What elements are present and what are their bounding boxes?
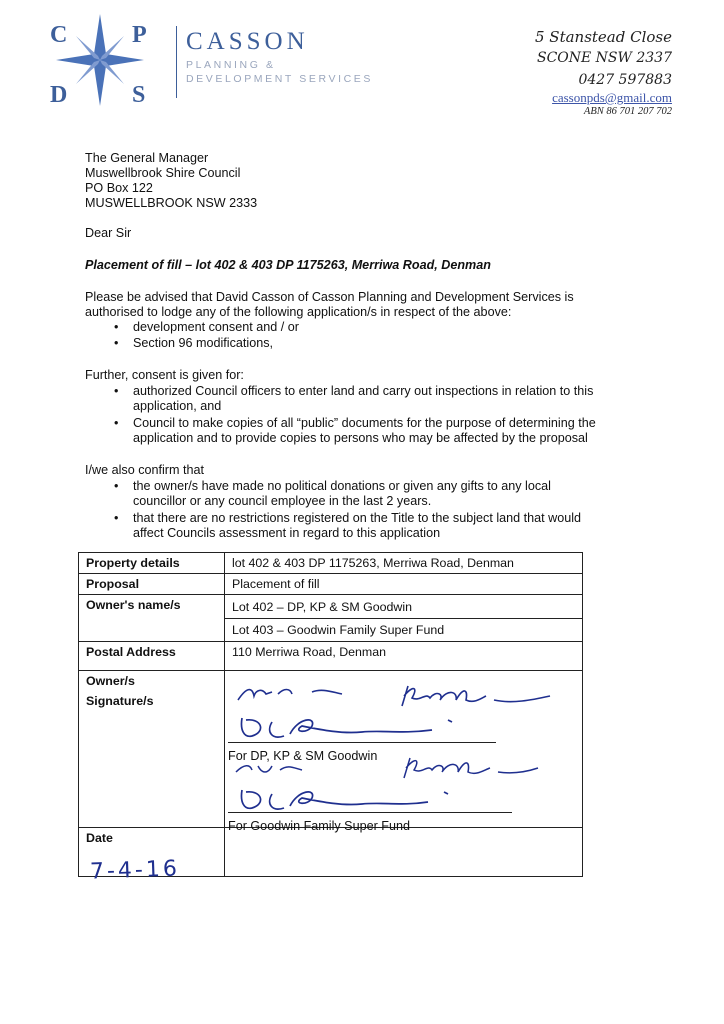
signature-for-1: For DP, KP & SM Goodwin [228, 749, 378, 763]
salutation: Dear Sir [85, 226, 132, 240]
para1-bullet-2: • Section 96 modifications, [133, 336, 273, 352]
logo-letter-p: P [132, 22, 147, 48]
signature-image-2 [232, 712, 482, 744]
logo-letter-c: C [50, 22, 68, 48]
table-row [79, 642, 583, 671]
logo-letter-d: D [50, 82, 68, 108]
para1-line-1: Please be advised that David Casson of Casson Planning and Development Services is [85, 290, 574, 304]
postal-label: Postal Address [79, 642, 225, 671]
table-row [79, 553, 583, 574]
owner-value-cell [225, 595, 583, 642]
para3-bullet-2-line-2: affect Councils assessment in regard to this application [133, 526, 441, 540]
postal-value: 110 Merriwa Road, Denman [225, 642, 583, 671]
owner-label: Owner's name/s [79, 595, 225, 642]
email-link[interactable]: cassonpds@gmail.com [552, 90, 672, 105]
para3-bullet-2-line-1: • that there are no restrictions registered on the Title to the subject land that would [133, 511, 581, 527]
recipient-line-1: The General Manager [85, 151, 209, 165]
para1-bullet-1: • development consent and / or [133, 320, 299, 336]
table-row [79, 574, 583, 595]
para1-line-2: authorised to lodge any of the following application/s in respect of the above: [85, 305, 512, 319]
property-label: Property details [79, 553, 225, 574]
table-row [79, 595, 583, 642]
date-label: Date [79, 828, 225, 877]
para2-bullet-2-line-2: application and to provide copies to persons who may be affected by the proposal [133, 431, 588, 445]
address-town: SCONE NSW 2337 [536, 50, 672, 66]
signature-line-1 [228, 742, 496, 743]
tagline-line-1: PLANNING & [186, 59, 276, 71]
signature-label-1: Owner/s [86, 674, 135, 688]
para2-bullet-2-line-1: • Council to make copies of all “public” documents for the purpose of determining the [133, 416, 596, 432]
para2-bullet-1-line-2: application, and [133, 399, 222, 413]
recipient-line-3: PO Box 122 [85, 181, 153, 195]
company-tagline [186, 58, 373, 86]
phone-number: 0427 597883 [578, 72, 672, 88]
signature-image-4 [232, 786, 482, 814]
property-value: lot 402 & 403 DP 1175263, Merriwa Road, Denman [225, 553, 583, 574]
signature-label-cell [79, 671, 225, 828]
company-name: CASSON [186, 28, 309, 55]
proposal-label: Proposal [79, 574, 225, 595]
recipient-line-4: MUSWELLBROOK NSW 2333 [85, 196, 258, 210]
logo-divider [176, 26, 177, 98]
owner-value-1: Lot 402 – DP, KP & SM Goodwin [232, 600, 413, 614]
handwritten-date: 7-4-16 [89, 856, 181, 885]
subject-line: Placement of fill – lot 402 & 403 DP 1175263, Merriwa Road, Denman [85, 258, 491, 272]
signature-for-2: For Goodwin Family Super Fund [228, 819, 410, 833]
para3-intro: I/we also confirm that [85, 463, 204, 477]
proposal-value: Placement of fill [225, 574, 583, 595]
signature-image-1 [232, 678, 562, 714]
company-logo [28, 10, 173, 110]
para3-bullet-1-line-1: • the owner/s have made no political donations or given any gifts to any local [133, 479, 551, 495]
signature-image-3 [232, 752, 552, 782]
owner-value-2: Lot 403 – Goodwin Family Super Fund [225, 618, 582, 637]
signature-label-2: Signature/s [86, 694, 154, 708]
para2-intro: Further, consent is given for: [85, 368, 244, 382]
logo-letter-s: S [132, 82, 146, 108]
address-street: 5 Stanstead Close [534, 28, 672, 46]
compass-star-icon [56, 14, 144, 106]
recipient-line-2: Muswellbrook Shire Council [85, 166, 241, 180]
tagline-line-2: DEVELOPMENT SERVICES [186, 73, 373, 85]
para2-bullet-1-line-1: • authorized Council officers to enter land and carry out inspections in relation to this [133, 384, 593, 400]
date-empty-cell [225, 828, 583, 877]
para3-bullet-1-line-2: councillor or any council employee in the last 2 years. [133, 494, 432, 508]
abn-number: ABN 86 701 207 702 [583, 106, 672, 117]
signature-line-2 [228, 812, 512, 813]
